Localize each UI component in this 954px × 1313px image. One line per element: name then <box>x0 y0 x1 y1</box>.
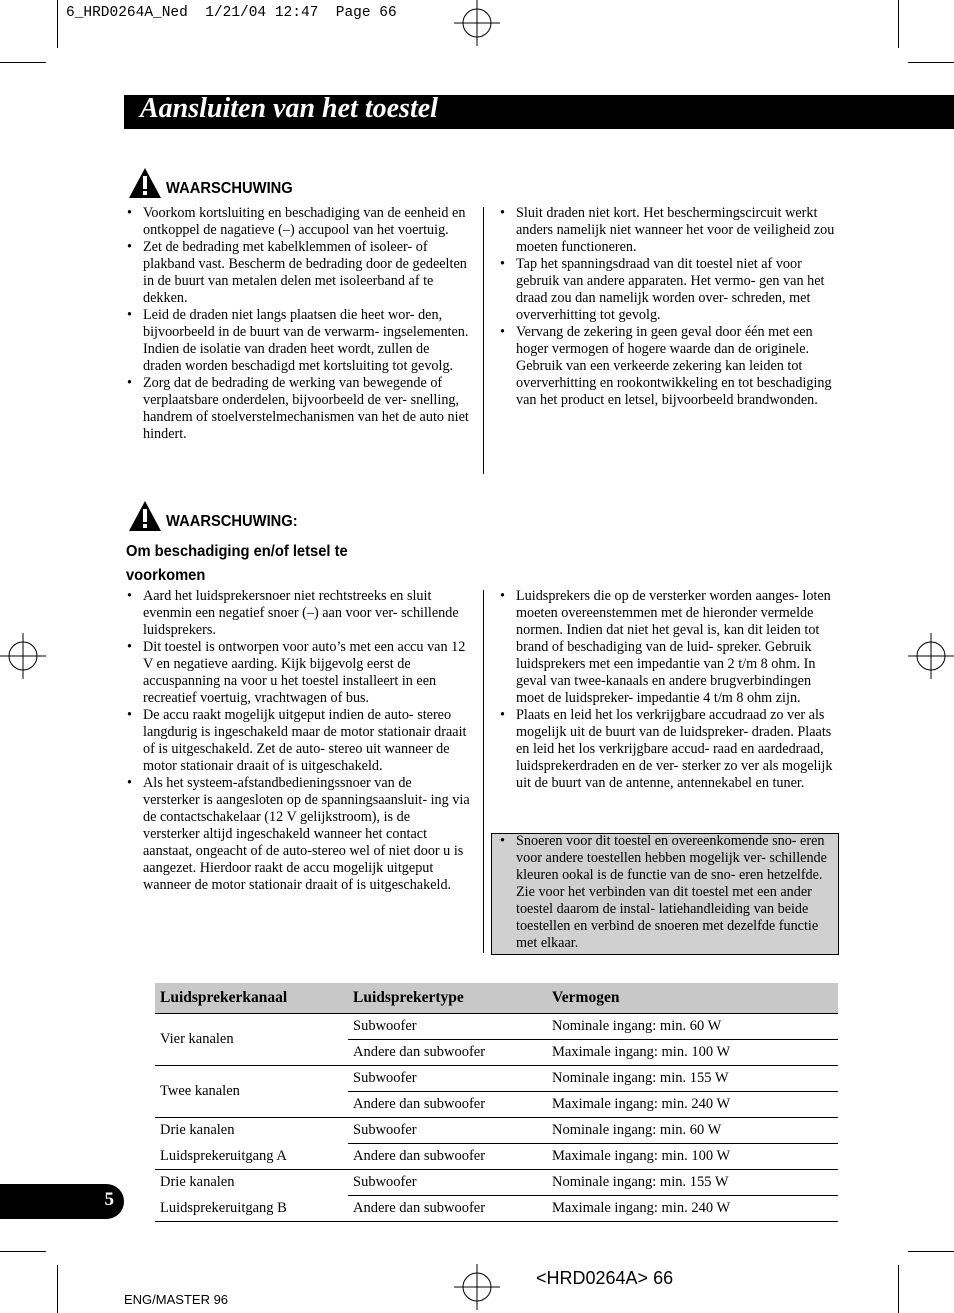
table-row <box>155 1014 838 1040</box>
print-header: 6_HRD0264A_Ned 1/21/04 12:47 Page 66 <box>66 5 397 21</box>
list-item: • Voorkom kortsluiting en beschadiging van de eenheid en ontkoppel de nagatieve (–) accupool van het voertuig. <box>125 205 470 239</box>
warning-title: WAARSCHUWING: <box>166 513 298 530</box>
table-row <box>155 1170 838 1196</box>
type-cell: Andere dan subwoofer <box>348 1040 547 1066</box>
section-title-bar <box>124 95 954 129</box>
warning2-left-list <box>125 588 470 894</box>
list-item: • De accu raakt mogelijk uitgeput indien de auto- stereo langdurig is ingeschakeld maar de motor stationair draait of is uitgeschakeld. Zet de auto- stereo uit wanneer de motor stationair draait of is uitgeschakeld. <box>125 707 470 775</box>
table-header: Vermogen <box>547 983 838 1014</box>
power-cell: Maximale ingang: min. 100 W <box>547 1040 838 1066</box>
page-number: 5 <box>104 1189 114 1210</box>
power-cell: Maximale ingang: min. 240 W <box>547 1196 838 1222</box>
registration-mark-icon <box>0 633 46 679</box>
channel-cell: Luidsprekeruitgang A <box>155 1144 348 1170</box>
list-item: • Luidsprekers die op de versterker worden aanges- loten moeten overeenstemmen met de hieronder vermelde normen. Indien dat niet het geval is, kan dit leiden tot brand of beschadiging van de luid- spreker. Gebruik luidsprekers met een impedantie van 2 t/m 8 ohm. In geval van twee-kanaals en andere brugverbindingen moet de luidspreker- impedantie 4 t/m 8 ohm zijn. <box>498 588 840 707</box>
channel-cell: Drie kanalen <box>160 1122 235 1139</box>
power-cell: Nominale ingang: min. 60 W <box>547 1118 838 1144</box>
list-item: • Als het systeem-afstandbedieningssnoer van de versterker is aangesloten op de spanningsaansluit- ing via de contactschakelaar (12 V gelijkstroom), is de versterker altijd ingeschakeld wanneer het contact aanstaat, ongeacht of de auto-stereo wel of niet door u is aangezet. Hierdoor raakt de accu mogelijk uitgeput wanneer de motor stationair draait of is uitgeschakeld. <box>125 775 470 894</box>
type-cell: Subwoofer <box>348 1118 547 1144</box>
warning-subtitle <box>126 540 348 588</box>
table-row <box>155 1118 838 1144</box>
crop-mark <box>0 1251 46 1252</box>
type-cell: Subwoofer <box>348 1014 547 1040</box>
crop-mark <box>908 62 954 63</box>
section-title: Aansluiten van het toestel <box>140 93 438 124</box>
column-divider <box>483 207 484 474</box>
power-cell: Nominale ingang: min. 155 W <box>547 1170 838 1196</box>
warning1-left-list <box>125 205 470 443</box>
crop-mark <box>57 0 58 48</box>
warning-heading <box>128 500 309 532</box>
warning-subtitle-line: Om beschadiging en/of letsel te <box>126 543 348 560</box>
channel-cell: Drie kanalen <box>160 1174 235 1191</box>
crop-mark <box>908 1251 954 1252</box>
note-list <box>498 833 838 952</box>
page-number-tab <box>0 1184 124 1219</box>
type-cell: Subwoofer <box>348 1170 547 1196</box>
power-cell: Nominale ingang: min. 155 W <box>547 1066 838 1092</box>
power-cell: Maximale ingang: min. 100 W <box>547 1144 838 1170</box>
crop-mark <box>0 62 46 63</box>
registration-mark-icon <box>454 0 500 46</box>
table-row <box>155 1144 838 1170</box>
power-cell: Nominale ingang: min. 60 W <box>547 1014 838 1040</box>
warning-triangle-icon <box>128 167 162 199</box>
table-header: Luidsprekertype <box>348 983 547 1014</box>
type-cell: Andere dan subwoofer <box>348 1196 547 1222</box>
list-item: • Vervang de zekering in geen geval door één met een hoger vermogen of hogere waarde dan de originele. Gebruik van een verkeerde zekering kan leiden tot oververhitting en rookontwikkeling en tot beschadiging van het product en letsel, bijvoorbeeld brandwonden. <box>498 324 840 409</box>
channel-label: Twee kanalen <box>160 1083 240 1099</box>
channel-cell: Luidsprekeruitgang B <box>155 1196 348 1222</box>
note-item: • Snoeren voor dit toestel en overeenkomende sno- eren voor andere toestellen hebben mogelijk ver- schillende kleuren ookal is de functie van de sno- eren hetzelfde. Zie voor het verbinden van dit toestel met een ander toestel daarom de instal- latiehandleiding van beide toestellen en verbind de snoeren met dezelfde functie met elkaar. <box>498 833 838 952</box>
warning-heading <box>128 167 304 199</box>
footer-master: ENG/MASTER 96 <box>124 1292 229 1307</box>
footer-code: <HRD0264A> 66 <box>536 1268 674 1288</box>
channel-cell <box>155 1014 348 1066</box>
registration-mark-icon <box>908 633 954 679</box>
list-item: • Zet de bedrading met kabelklemmen of isoleer- of plakband vast. Bescherm de bedrading door de gedeelten in de buurt van metalen delen met isoleerband af te dekken. <box>125 239 470 307</box>
power-cell: Maximale ingang: min. 240 W <box>547 1092 838 1118</box>
warning-subtitle-line: voorkomen <box>126 567 206 584</box>
warning-title: WAARSCHUWING <box>166 180 293 197</box>
type-cell: Andere dan subwoofer <box>348 1144 547 1170</box>
list-item: • Sluit draden niet kort. Het beschermingscircuit werkt anders namelijk niet wanneer het voor de veiligheid zou moeten functioneren. <box>498 205 840 256</box>
list-item: • Zorg dat de bedrading de werking van bewegende of verplaatsbare onderdelen, bijvoorbeeld de ver- snelling, handrem of stoelverstelmechanismen van het de auto niet hindert. <box>125 375 470 443</box>
channel-cell <box>155 1066 348 1118</box>
table-row <box>155 1066 838 1092</box>
table-header-row <box>155 983 838 1014</box>
crop-mark <box>898 0 899 48</box>
column-divider <box>483 590 484 953</box>
channel-label: Vier kanalen <box>160 1031 234 1047</box>
table-header: Luidsprekerkanaal <box>155 983 348 1014</box>
table-row <box>155 1196 838 1222</box>
list-item: • Aard het luidsprekersnoer niet rechtstreeks en sluit evenmin een negatief snoer (–) aan voor ver- schillende luidsprekers. <box>125 588 470 639</box>
warning-triangle-icon <box>128 500 162 532</box>
type-cell: Andere dan subwoofer <box>348 1092 547 1118</box>
crop-mark <box>898 1265 899 1313</box>
list-item: • Dit toestel is ontworpen voor auto’s met een accu van 12 V en negatieve aarding. Kijk bijgevolg eerst de accuspanning na voor u het toestel installeert in een recreatief voertuig, vrachtwagen of bus. <box>125 639 470 707</box>
list-item: • Tap het spanningsdraad van dit toestel niet af voor gebruik van andere apparaten. Het vermo- gen van het draad zou dan namelijk worden over- schreden, met oververhitting tot gevolg. <box>498 256 840 324</box>
type-cell: Subwoofer <box>348 1066 547 1092</box>
registration-mark-icon <box>454 1264 500 1310</box>
speaker-table <box>155 983 838 1222</box>
crop-mark <box>57 1265 58 1313</box>
warning2-right-list <box>498 588 840 792</box>
list-item: • Plaats en leid het los verkrijgbare accudraad zo ver als mogelijk uit de buurt van de luidspreker- draden. Plaats en leid het los verkrijgbare accud- raad en aardedraad, luidsprekerdraden en de ver- sterker zo ver als mogelijk uit de buurt van de antenne, antennekabel en tuner. <box>498 707 840 792</box>
list-item: • Leid de draden niet langs plaatsen die heet wor- den, bijvoorbeeld in de buurt van de verwarm- ingselementen. Indien de isolatie van draden heet wordt, zullen de draden worden beschadigd met kortsluiting tot gevolg. <box>125 307 470 375</box>
warning1-right-list <box>498 205 840 409</box>
